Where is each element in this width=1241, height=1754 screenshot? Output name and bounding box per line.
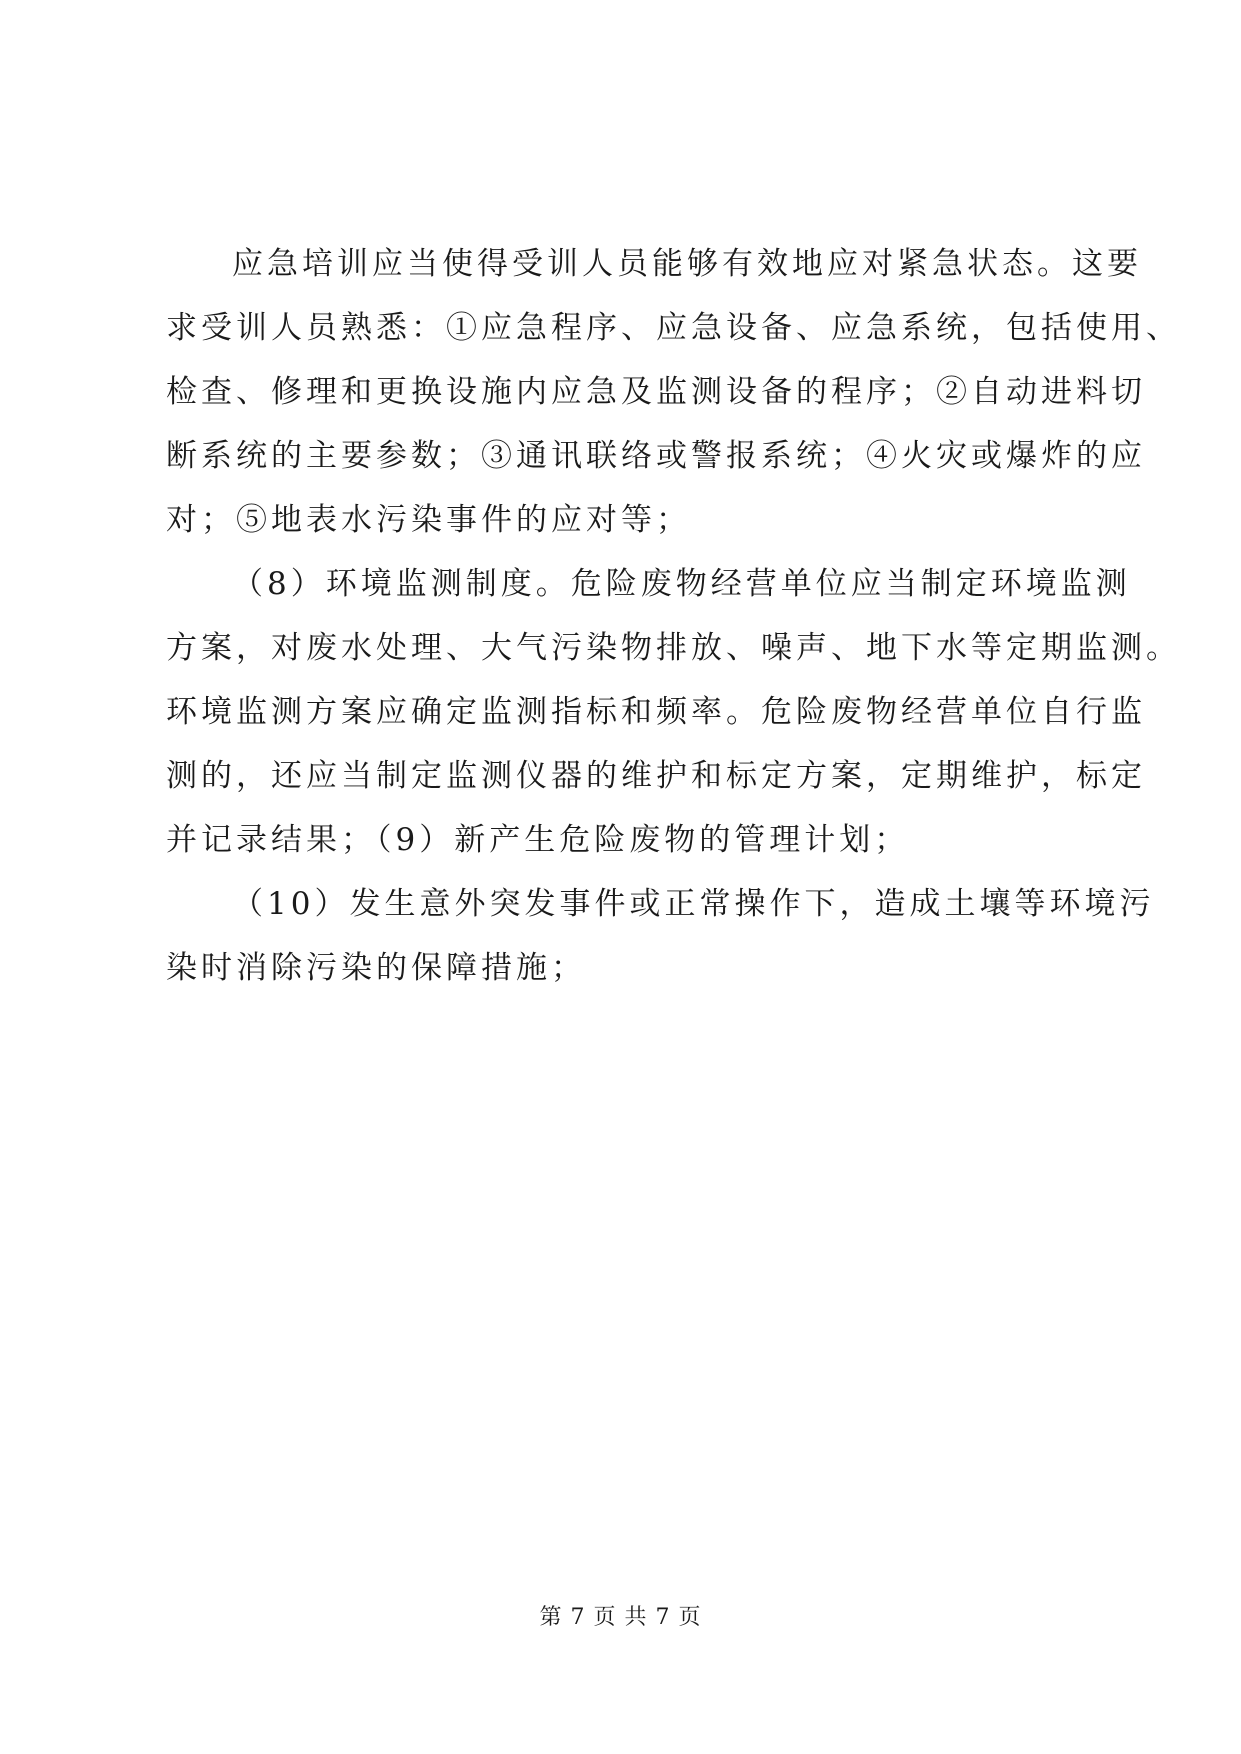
- paragraph-line: （10）发生意外突发事件或正常操作下，造成土壤等环境污: [232, 886, 1155, 922]
- paragraph-line: 染时消除污染的保障措施；: [166, 950, 586, 986]
- document-body: [166, 232, 1181, 1000]
- paragraph-line: 应急培训应当使得受训人员能够有效地应对紧急状态。这要: [232, 246, 1142, 282]
- paragraph-line: 检查、修理和更换设施内应急及监测设备的程序；②自动进料切: [166, 374, 1146, 410]
- paragraph-line: 对；⑤地表水污染事件的应对等；: [166, 502, 691, 538]
- paragraph-line: 环境监测方案应确定监测指标和频率。危险废物经营单位自行监: [166, 694, 1146, 730]
- paragraph-line: 方案，对废水处理、大气污染物排放、噪声、地下水等定期监测。: [166, 630, 1181, 666]
- paragraph-line: 断系统的主要参数；③通讯联络或警报系统；④火灾或爆炸的应: [166, 438, 1146, 474]
- page-footer: 第 7 页 共 7 页: [539, 1605, 702, 1630]
- paragraph-line: 求受训人员熟悉：①应急程序、应急设备、应急系统，包括使用、: [166, 310, 1181, 346]
- paragraph-line: （8）环境监测制度。危险废物经营单位应当制定环境监测: [232, 566, 1131, 602]
- paragraph-line: 测的，还应当制定监测仪器的维护和标定方案，定期维护，标定: [166, 758, 1146, 794]
- paragraph-line: 并记录结果；（9）新产生危险废物的管理计划；: [166, 822, 910, 858]
